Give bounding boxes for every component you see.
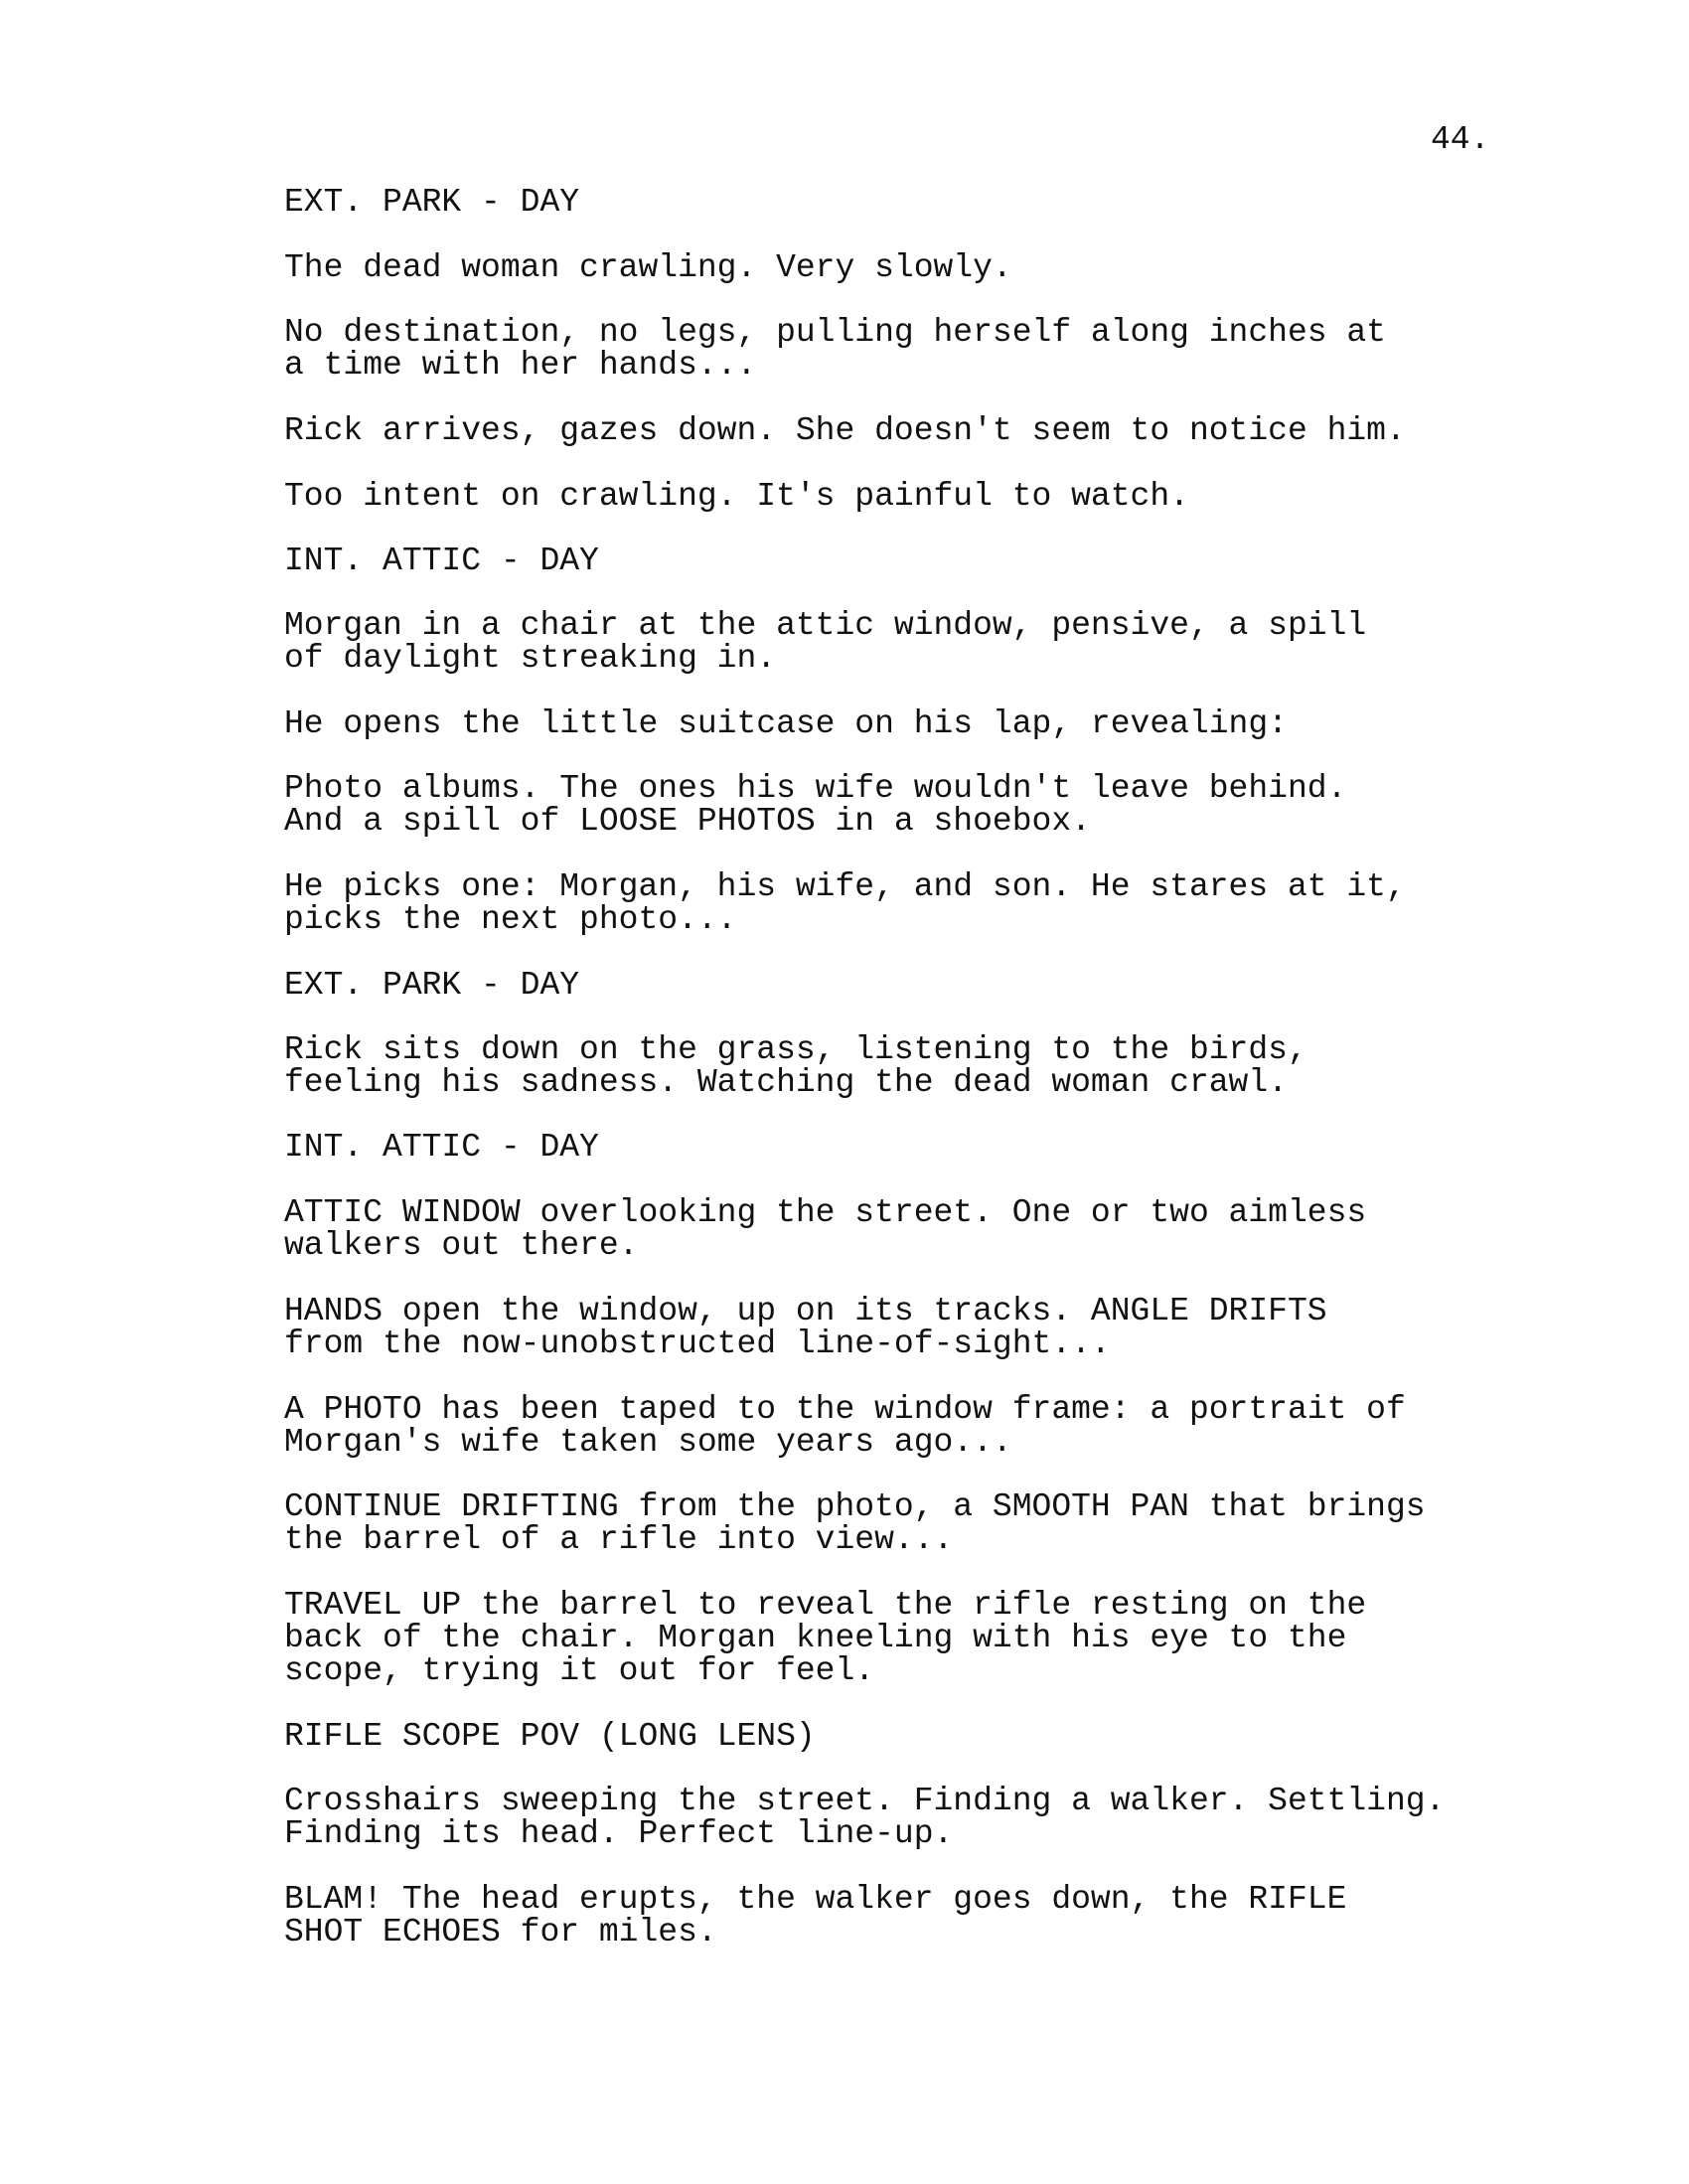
action-blam: BLAM! The head erupts, the walker goes down, the RIFLE SHOT ECHOES for miles. bbox=[284, 1881, 1347, 1950]
action-no-destination: No destination, no legs, pulling herself along inches at a time with her hands... bbox=[284, 314, 1386, 384]
action-opens-suitcase: He opens the little suitcase on his lap, revealing: bbox=[284, 705, 1288, 742]
shot-rifle-scope-pov: RIFLE SCOPE POV (LONG LENS) bbox=[284, 1718, 816, 1755]
scene-heading-int-attic: INT. ATTIC - DAY bbox=[284, 543, 599, 579]
action-crosshairs: Crosshairs sweeping the street. Finding a walker. Settling. Finding its head. Perfect line-up. bbox=[284, 1783, 1446, 1852]
action-morgan-in-chair: Morgan in a chair at the attic window, pensive, a spill of daylight streaking in. bbox=[284, 607, 1367, 677]
action-rick-arrives: Rick arrives, gazes down. She doesn't seem to notice him. bbox=[284, 412, 1406, 449]
action-too-intent: Too intent on crawling. It's painful to watch. bbox=[284, 478, 1189, 515]
action-photo-taped: A PHOTO has been taped to the window frame: a portrait of Morgan's wife taken some years ago... bbox=[284, 1391, 1406, 1461]
scene-heading-int-attic-2: INT. ATTIC - DAY bbox=[284, 1129, 599, 1166]
scene-heading-ext-park: EXT. PARK - DAY bbox=[284, 184, 580, 221]
action-attic-window: ATTIC WINDOW overlooking the street. One or two aimless walkers out there. bbox=[284, 1194, 1367, 1264]
action-travel-up: TRAVEL UP the barrel to reveal the rifle resting on the back of the chair. Morgan kneeling with his eye to the scope, trying it out for feel. bbox=[284, 1587, 1367, 1689]
action-picks-one: He picks one: Morgan, his wife, and son. He stares at it, picks the next photo... bbox=[284, 868, 1406, 938]
action-dead-woman-crawling: The dead woman crawling. Very slowly. bbox=[284, 249, 1012, 286]
scene-heading-ext-park-2: EXT. PARK - DAY bbox=[284, 967, 580, 1004]
action-continue-drifting: CONTINUE DRIFTING from the photo, a SMOOTH PAN that brings the barrel of a rifle into view... bbox=[284, 1488, 1426, 1558]
action-photo-albums: Photo albums. The ones his wife wouldn't leave behind. And a spill of LOOSE PHOTOS in a shoebox. bbox=[284, 770, 1347, 840]
page-number: 44. bbox=[1431, 121, 1490, 158]
action-hands-open: HANDS open the window, up on its tracks. ANGLE DRIFTS from the now-unobstructed line-of-sight... bbox=[284, 1293, 1327, 1362]
action-rick-sits: Rick sits down on the grass, listening to the birds, feeling his sadness. Watching the dead woman crawl. bbox=[284, 1031, 1307, 1101]
